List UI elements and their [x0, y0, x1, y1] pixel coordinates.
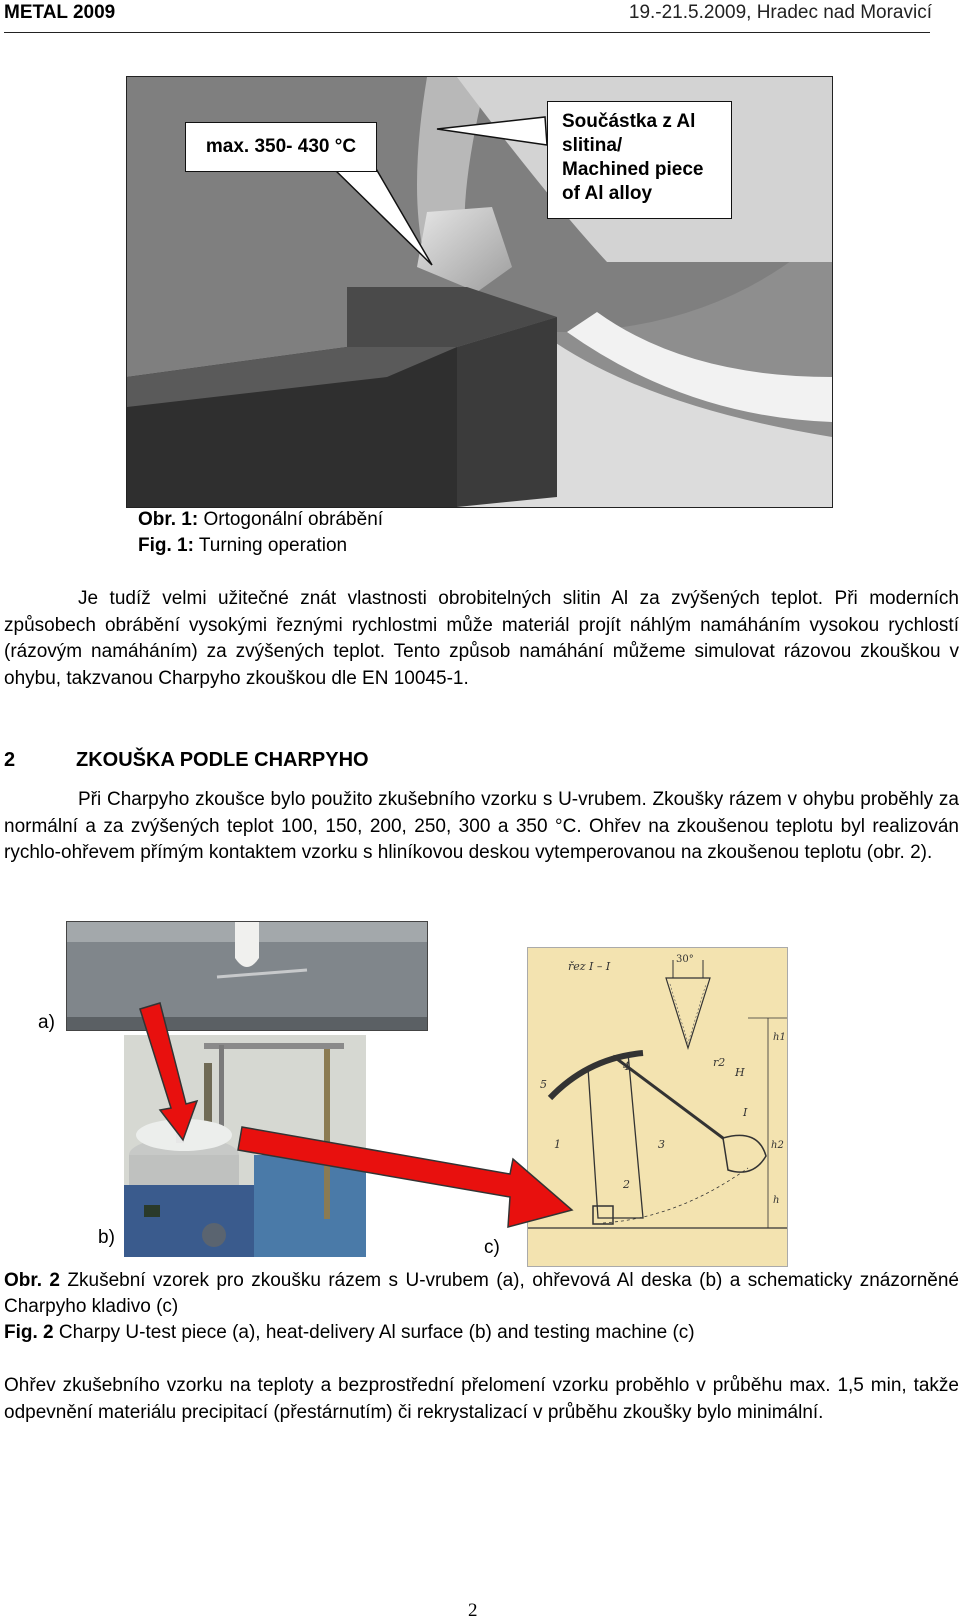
- section-title: ZKOUŠKA PODLE CHARPYHO: [76, 749, 369, 771]
- diagram-label: H: [735, 1066, 745, 1079]
- caption-label: Fig. 1:: [138, 535, 194, 556]
- figure-2-caption-cz: [4, 1268, 959, 1320]
- diagram-label: h2: [771, 1140, 784, 1151]
- arrow-b-to-c: [238, 1127, 572, 1227]
- diagram-label: řez I – I: [568, 960, 611, 973]
- figure-2-caption-en: [4, 1320, 959, 1347]
- diagram-label: 30°: [676, 954, 694, 965]
- diagram-label: h1: [773, 1032, 786, 1043]
- callout-line: of Al alloy: [562, 183, 653, 204]
- callout-line: slitina/: [562, 135, 623, 156]
- page-number: 2: [468, 1600, 478, 1621]
- caption-text: Zkušební vzorek pro zkoušku rázem s U-vrubem (a), ohřevová Al deska (b) a schematicky znázorněné Charpyho kladivo (c): [4, 1270, 959, 1317]
- paragraph-3: [4, 1373, 959, 1426]
- diagram-label: 2: [623, 1178, 630, 1191]
- caption-label: Obr. 1:: [138, 509, 199, 530]
- caption-text: Charpy U-test piece (a), heat-delivery Al surface (b) and testing machine (c): [58, 1322, 695, 1343]
- caption-text: Ortogonální obrábění: [203, 509, 384, 530]
- diagram-label: h: [773, 1195, 780, 1206]
- label-a: a): [38, 1012, 55, 1033]
- paragraph-text: Je tudíž velmi užitečné znát vlastnosti obrobitelných slitin Al za zvýšených teplot. Při moderních způsobech obrábění vysokými řeznými rychlostmi může materiál projít náhlým namáháním vysokou rychlostí (rázovým namáháním) za zvýšených teplot. Tento způsob namáhání můžeme simulovat rázovou zkouškou v ohybu, takzvanou Charpyho zkouškou dle EN 10045-1.: [4, 588, 959, 689]
- callout-line: Součástka z Al: [562, 111, 696, 132]
- diagram-label: I: [743, 1106, 748, 1119]
- temperature-callout: max. 350- 430 °C: [185, 122, 377, 172]
- diagram-label: 5: [540, 1078, 547, 1091]
- diagram-label: r2: [713, 1056, 726, 1069]
- caption-text: Turning operation: [198, 535, 348, 556]
- arrow-a-to-b: [140, 1003, 197, 1140]
- callout-line: Machined piece: [562, 159, 704, 180]
- caption-label: Fig. 2: [4, 1322, 54, 1343]
- diagram-label: 3: [658, 1138, 665, 1151]
- label-c: c): [484, 1237, 500, 1258]
- diagram-label: 1: [554, 1138, 561, 1151]
- caption-label: Obr. 2: [4, 1270, 60, 1291]
- diagram-label: 4: [623, 1060, 630, 1073]
- conference-date-place: 19.-21.5.2009, Hradec nad Moravicí: [628, 2, 932, 23]
- conference-name: METAL 2009: [4, 2, 116, 23]
- section-number: 2: [4, 749, 16, 771]
- paragraph-text: Při Charpyho zkoušce bylo použito zkušebního vzorku s U-vrubem. Zkoušky rázem v ohybu proběhly za normální a za zvýšených teplot 100, 150, 200, 250, 300 a 350 °C. Ohřev na zkoušenou teplotu byl realizován rychlo-ohřevem přímým kontaktem vzorku s hliníkovou deskou vytemperovanou na zkoušenou teplotu (obr. 2).: [4, 789, 959, 863]
- paragraph-text: Ohřev zkušebního vzorku na teploty a bezprostřední přelomení vzorku proběhlo v průběhu max. 1,5 min, takže odpevnění materiálu precipitací (přestárnutím) či rekrystalizací v průběhu zkoušky bylo minimální.: [4, 1375, 959, 1423]
- label-b: b): [98, 1227, 115, 1248]
